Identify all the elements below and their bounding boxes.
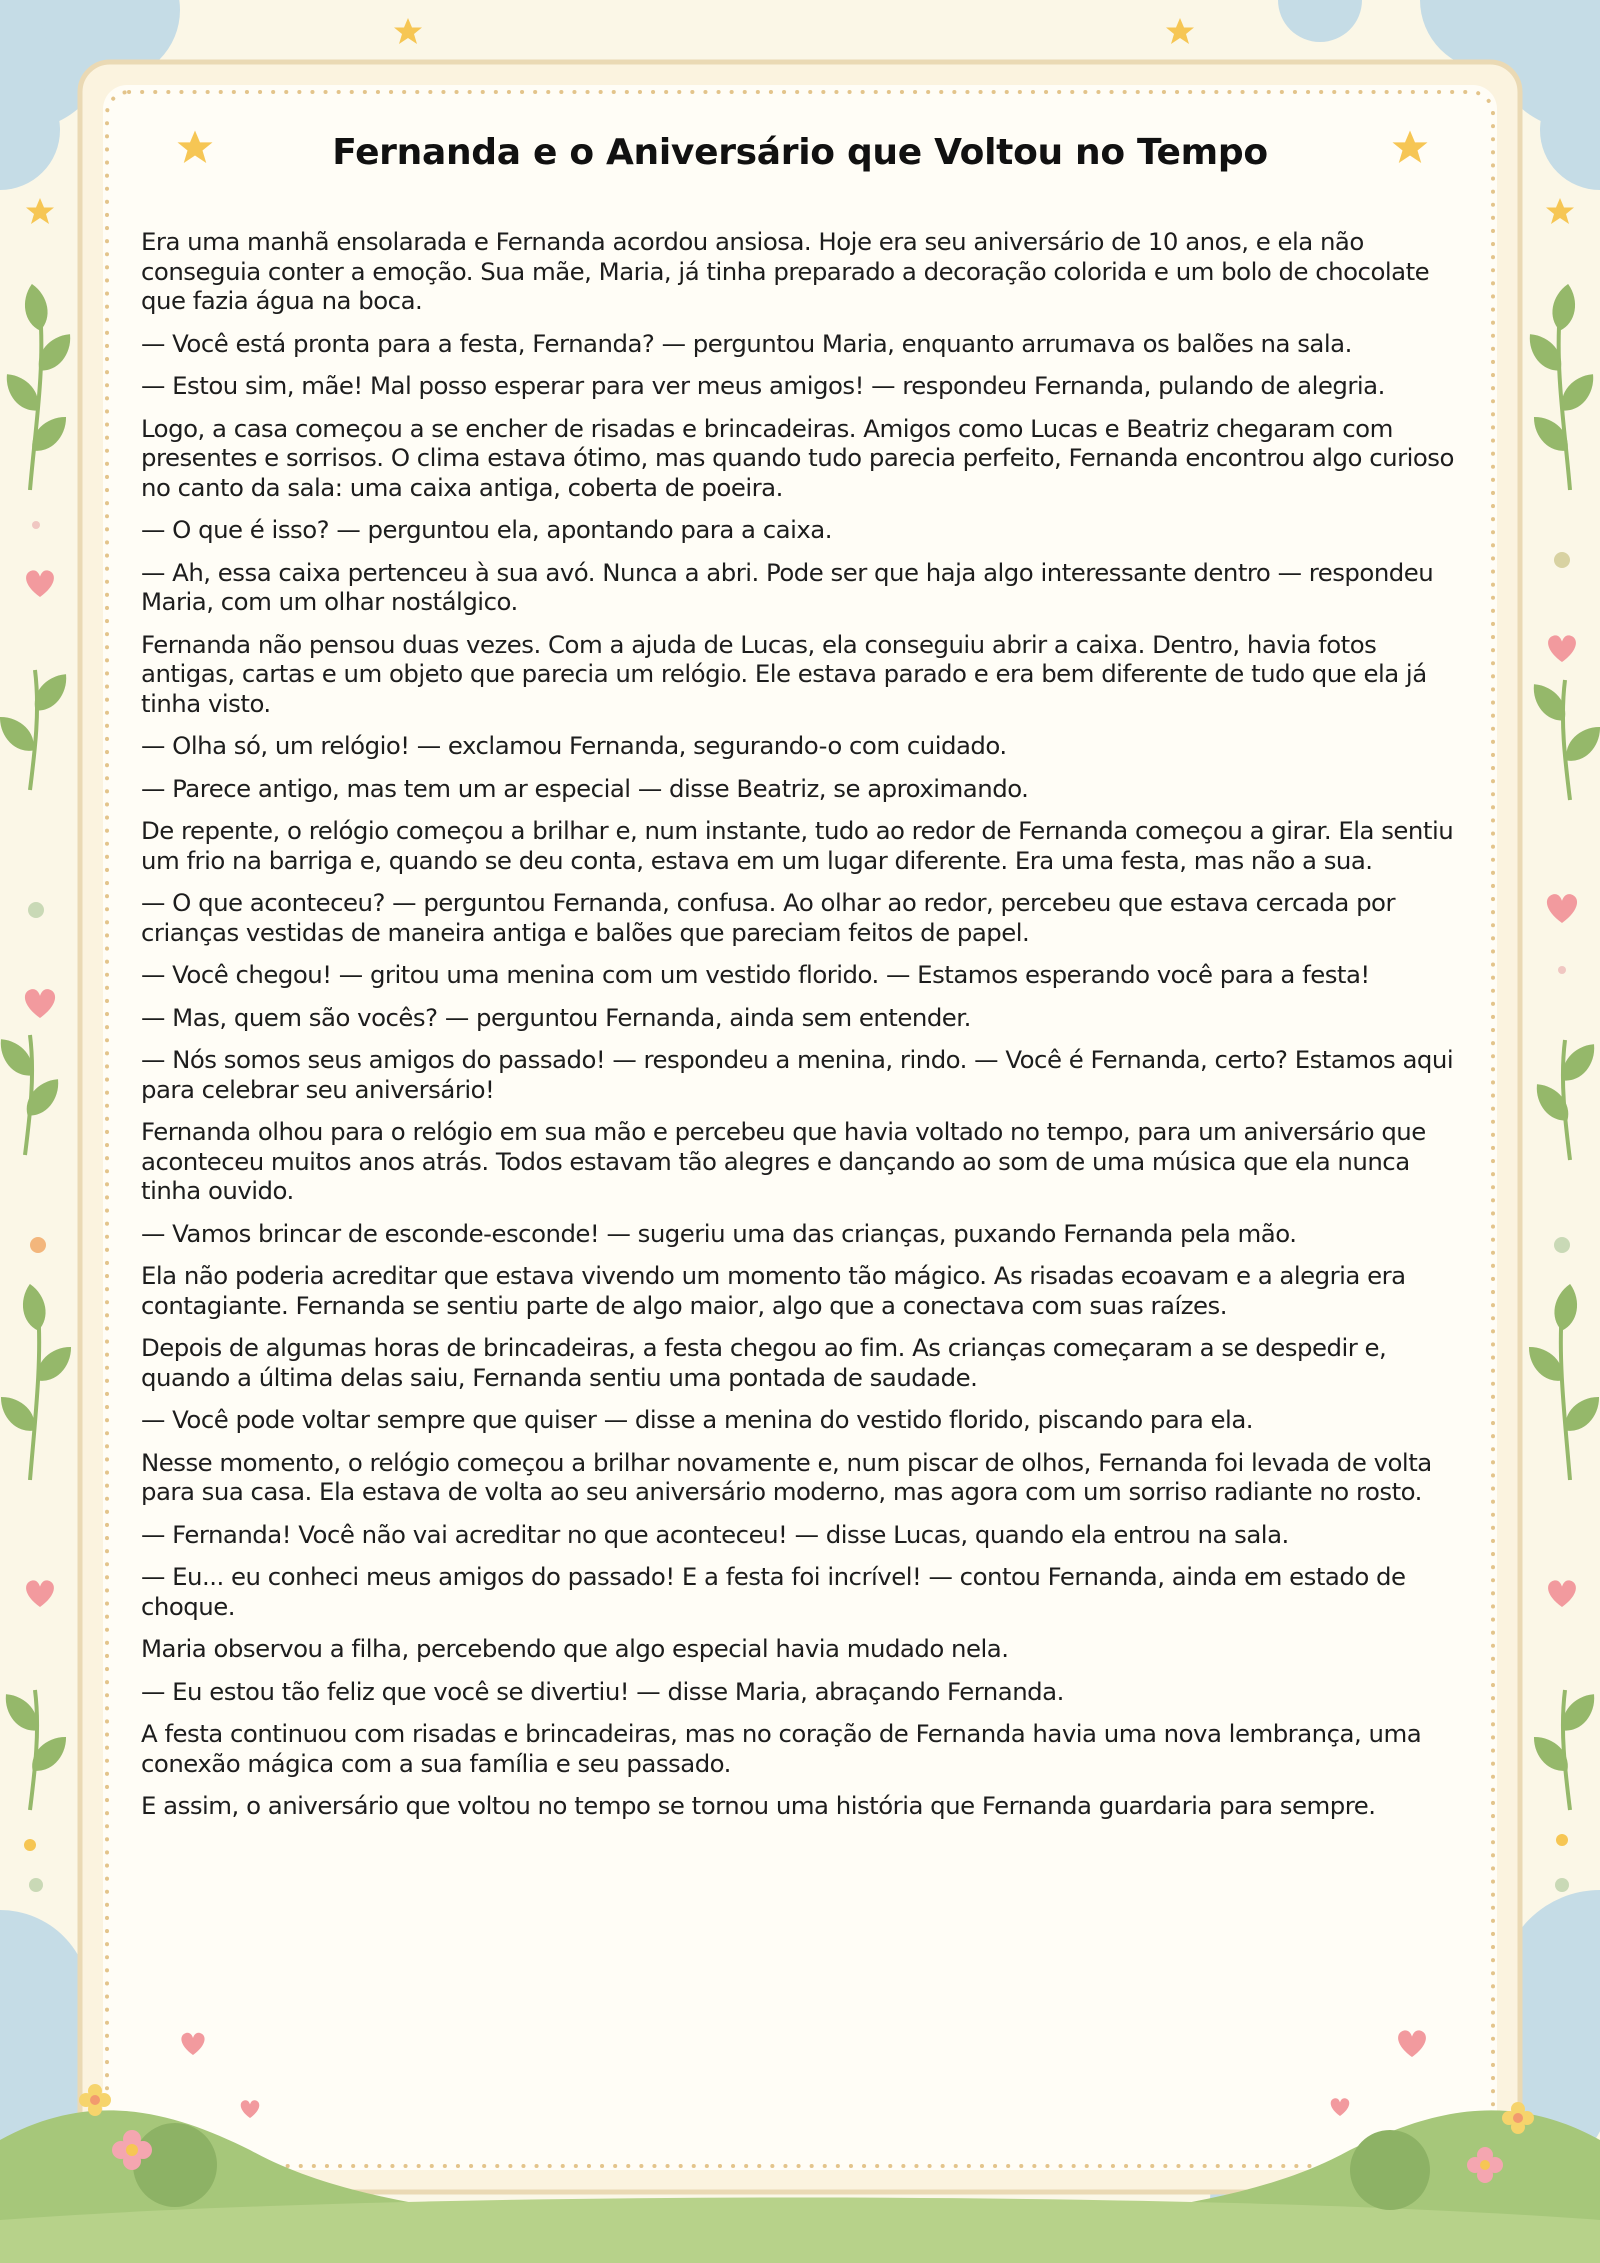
- story-paragraph: De repente, o relógio começou a brilhar e, num instante, tudo ao redor de Fernanda começou a girar. Ela sentiu um frio na barriga e, quando se deu conta, estava em um lugar diferente. Era uma festa, mas não a sua.: [141, 816, 1454, 875]
- story-paragraph: E assim, o aniversário que voltou no tempo se tornou uma história que Fernanda guardaria para sempre.: [141, 1791, 1376, 1820]
- story-paragraph: — Estou sim, mãe! Mal posso esperar para ver meus amigos! — respondeu Fernanda, pulando de alegria.: [141, 371, 1385, 400]
- story-paragraph: Fernanda não pensou duas vezes. Com a ajuda de Lucas, ela conseguiu abrir a caixa. Dentro, havia fotos antigas, cartas e um objeto que parecia um relógio. Ele estava parado e era bem diferente de tudo que ela já tinha visto.: [141, 629, 1427, 718]
- story-paragraph: Maria observou a filha, percebendo que algo especial havia mudado nela.: [141, 1634, 1009, 1663]
- story-paragraph: — Fernanda! Você não vai acreditar no que aconteceu! — disse Lucas, quando ela entrou na sala.: [141, 1519, 1289, 1549]
- story-paragraph: Depois de algumas horas de brincadeiras, a festa chegou ao fim. As crianças começaram a se despedir e, quando a última delas saiu, Fernanda sentiu uma pontada de saudade.: [141, 1333, 1387, 1392]
- story-paragraph: Fernanda olhou para o relógio em sua mão e percebeu que havia voltado no tempo, para um aniversário que aconteceu muitos anos atrás. Todos estavam tão alegres e dançando ao som de uma música que ela nunca tinha ouvido.: [141, 1117, 1426, 1205]
- story-body: [141, 227, 1459, 1834]
- story-paragraph: — O que aconteceu? — perguntou Fernanda, confusa. Ao olhar ao redor, percebeu que estava cercada por crianças vestidas de maneira antiga e balões que pareciam feitos de papel.: [141, 888, 1396, 947]
- story-paragraph: — Nós somos seus amigos do passado! — respondeu a menina, rindo. — Você é Fernanda, certo? Estamos aqui para celebrar seu aniversário!: [141, 1045, 1454, 1104]
- story-paragraph: — Você está pronta para a festa, Fernanda? — perguntou Maria, enquanto arrumava os balões na sala.: [141, 328, 1352, 358]
- story-paragraph: Era uma manhã ensolarada e Fernanda acordou ansiosa. Hoje era seu aniversário de 10 anos, e ela não conseguia conter a emoção. Sua mãe, Maria, já tinha preparado a decoração colorida e um bolo de chocolate que fazia água na boca.: [141, 227, 1430, 315]
- story-paragraph: — Você pode voltar sempre que quiser — disse a menina do vestido florido, piscando para ela.: [141, 1405, 1254, 1434]
- story-paragraph: — Olha só, um relógio! — exclamou Fernanda, segurando-o com cuidado.: [141, 731, 1007, 760]
- story-paragraph: Ela não poderia acreditar que estava vivendo um momento tão mágico. As risadas ecoavam e a alegria era contagiante. Fernanda se sentiu parte de algo maior, algo que a conectava com suas raízes.: [141, 1261, 1406, 1320]
- story-paragraph: — Ah, essa caixa pertenceu à sua avó. Nunca a abri. Pode ser que haja algo interessante dentro — respondeu Maria, com um olhar nostálgico.: [141, 557, 1434, 616]
- story-paragraph: — O que é isso? — perguntou ela, apontando para a caixa.: [141, 515, 832, 544]
- story-paragraph: Logo, a casa começou a se encher de risadas e brincadeiras. Amigos como Lucas e Beatriz chegaram com presentes e sorrisos. O clima estava ótimo, mas quando tudo parecia perfeito, Fernanda encontrou algo curioso no canto da sala: uma caixa antiga, coberta de poeira.: [141, 413, 1454, 502]
- story-paragraph: — Você chegou! — gritou uma menina com um vestido florido. — Estamos esperando você para a festa!: [141, 960, 1370, 989]
- story-paragraph: — Parece antigo, mas tem um ar especial — disse Beatriz, se aproximando.: [141, 773, 1029, 803]
- story-paragraph: — Vamos brincar de esconde-esconde! — sugeriu uma das crianças, puxando Fernanda pela mão.: [141, 1218, 1297, 1248]
- story-paragraph: Nesse momento, o relógio começou a brilhar novamente e, num piscar de olhos, Fernanda foi levada de volta para sua casa. Ela estava de volta ao seu aniversário moderno, mas agora com um sorriso radiante no rosto.: [141, 1447, 1432, 1506]
- story-title: Fernanda e o Aniversário que Voltou no Tempo: [332, 132, 1268, 173]
- story-paragraph: A festa continuou com risadas e brincadeiras, mas no coração de Fernanda havia uma nova lembrança, uma conexão mágica com a sua família e seu passado.: [141, 1719, 1422, 1778]
- story-paragraph: — Eu estou tão feliz que você se divertiu! — disse Maria, abraçando Fernanda.: [141, 1676, 1064, 1706]
- story-paragraph: — Mas, quem são vocês? — perguntou Fernanda, ainda sem entender.: [141, 1002, 971, 1032]
- story-paragraph: — Eu... eu conheci meus amigos do passado! E a festa foi incrível! — contou Fernanda, ainda em estado de choque.: [141, 1562, 1406, 1621]
